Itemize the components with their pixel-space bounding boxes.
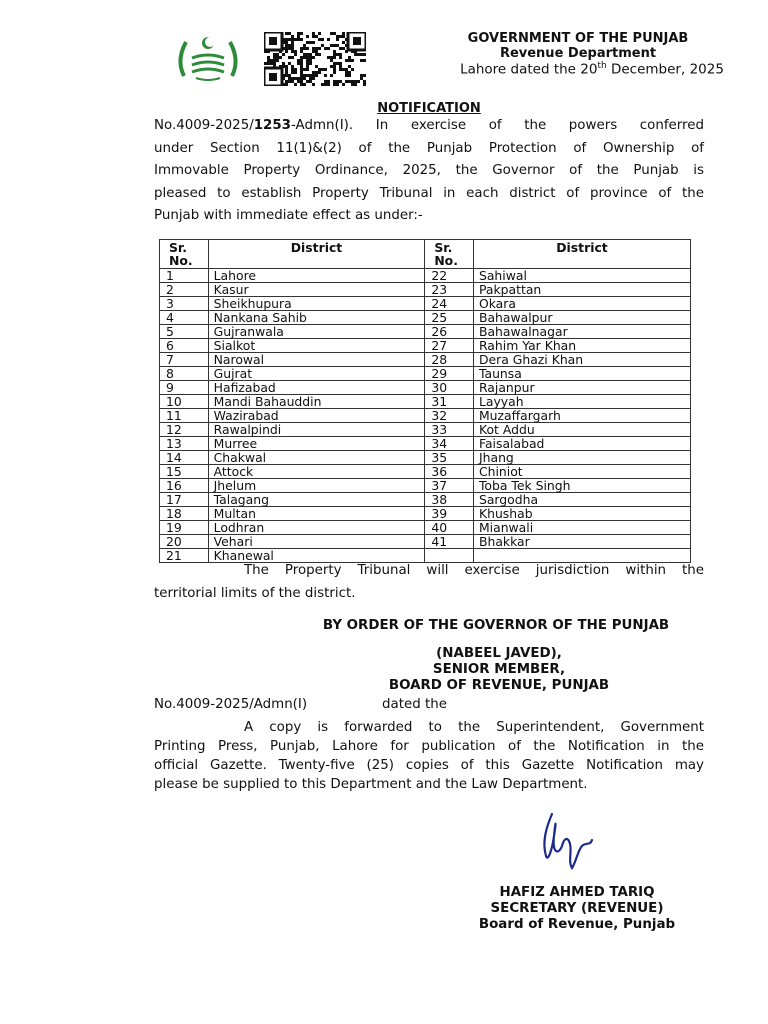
- forwarding-text: A copy is forwarded to the Superintendent, Government Printing Press, Punjab, Lahore for publication of the Notification in the official Gazette. Twenty-five (25) copies of this Gazette Notification may please be supplied to this Department and the Law Department.: [154, 720, 704, 792]
- table-row: [160, 507, 691, 521]
- sr-no-cell: 11: [160, 409, 209, 423]
- sr-no-cell: 6: [160, 339, 209, 353]
- district-header: District: [473, 240, 690, 269]
- sr-no-cell: 13: [160, 437, 209, 451]
- district-cell: Chiniot: [473, 465, 690, 479]
- districts-table: [159, 239, 691, 563]
- sr-no-cell: 30: [425, 381, 474, 395]
- district-cell: Rawalpindi: [208, 423, 425, 437]
- table-row: [160, 535, 691, 549]
- district-cell: Hafizabad: [208, 381, 425, 395]
- sr-no-cell: 26: [425, 325, 474, 339]
- table-row: [160, 311, 691, 325]
- sr-no-cell: 12: [160, 423, 209, 437]
- sr-no-cell: 19: [160, 521, 209, 535]
- district-cell: Bhakkar: [473, 535, 690, 549]
- table-row: [160, 465, 691, 479]
- district-cell: Mandi Bahauddin: [208, 395, 425, 409]
- table-row: [160, 437, 691, 451]
- district-cell: Gujranwala: [208, 325, 425, 339]
- sr-no-cell: 15: [160, 465, 209, 479]
- table-row: [160, 353, 691, 367]
- department-name: Revenue Department: [499, 46, 657, 61]
- by-order-line: BY ORDER OF THE GOVERNOR OF THE PUNJAB: [322, 618, 670, 633]
- district-cell: Chakwal: [208, 451, 425, 465]
- district-cell: Layyah: [473, 395, 690, 409]
- district-cell: Sahiwal: [473, 269, 690, 283]
- sr-no-cell: 17: [160, 493, 209, 507]
- table-row: [160, 395, 691, 409]
- table-row: [160, 283, 691, 297]
- district-cell: Nankana Sahib: [208, 311, 425, 325]
- table-row: [160, 493, 691, 507]
- district-cell: Taunsa: [473, 367, 690, 381]
- district-cell: Vehari: [208, 535, 425, 549]
- sr-no-cell: 16: [160, 479, 209, 493]
- sr-no-cell: 33: [425, 423, 474, 437]
- sr-no-cell: 10: [160, 395, 209, 409]
- district-cell: Rajanpur: [473, 381, 690, 395]
- sr-no-cell: 22: [425, 269, 474, 283]
- notification-body: No.4009-2025/1253-Admn(I). In exercise of the powers conferred under Section 11(1)&(2) of the Punjab Protection of Ownership of Immovable Property Ordinance, 2025, the Governor of the Punjab is pleased to establish Property Tribunal in each district of province of the Punjab with immediate effect as under:-: [154, 118, 704, 223]
- table-row: [160, 367, 691, 381]
- sr-no-cell: 28: [425, 353, 474, 367]
- sr-no-cell: 7: [160, 353, 209, 367]
- sr-no-cell: 24: [425, 297, 474, 311]
- table-row: [160, 409, 691, 423]
- forwarding-ref: No.4009-2025/Admn(I): [154, 697, 308, 712]
- district-cell: Kasur: [208, 283, 425, 297]
- sr-no-cell: 1: [160, 269, 209, 283]
- district-cell: Talagang: [208, 493, 425, 507]
- district-cell: Bahawalnagar: [473, 325, 690, 339]
- sr-no-cell: 34: [425, 437, 474, 451]
- sr-no-cell: 36: [425, 465, 474, 479]
- punjab-emblem-logo: [176, 32, 240, 82]
- district-cell: Lahore: [208, 269, 425, 283]
- sr-no-cell: 9: [160, 381, 209, 395]
- sr-no-cell: 21: [160, 549, 209, 563]
- sr-no-cell: 40: [425, 521, 474, 535]
- sr-no-cell: 39: [425, 507, 474, 521]
- handwritten-signature: [538, 806, 596, 872]
- sr-no-cell: 29: [425, 367, 474, 381]
- table-row: [160, 479, 691, 493]
- district-cell: Muzaffargarh: [473, 409, 690, 423]
- district-cell: Gujrat: [208, 367, 425, 381]
- sr-no-cell: 31: [425, 395, 474, 409]
- district-cell: Faisalabad: [473, 437, 690, 451]
- district-cell: Khanewal: [208, 549, 425, 563]
- table-row: [160, 423, 691, 437]
- sr-no-cell: 18: [160, 507, 209, 521]
- table-header-row: [160, 240, 691, 269]
- district-cell: Okara: [473, 297, 690, 311]
- sr-no-cell: 37: [425, 479, 474, 493]
- sr-no-cell: 8: [160, 367, 209, 381]
- jurisdiction-text: The Property Tribunal will exercise jurisdiction within the territorial limits of the district.: [154, 563, 704, 601]
- table-row: [160, 381, 691, 395]
- district-cell: Attock: [208, 465, 425, 479]
- sr-no-cell: 5: [160, 325, 209, 339]
- sr-no-cell: 41: [425, 535, 474, 549]
- sr-no-cell: 3: [160, 297, 209, 311]
- notification-heading: NOTIFICATION: [377, 101, 481, 116]
- place-date: Lahore dated the 20th December, 2025: [460, 61, 724, 78]
- district-cell: Kot Addu: [473, 423, 690, 437]
- district-cell: Jhang: [473, 451, 690, 465]
- sr-no-cell: 35: [425, 451, 474, 465]
- sr-no-cell: 27: [425, 339, 474, 353]
- sr-no-cell: 32: [425, 409, 474, 423]
- district-cell: Narowal: [208, 353, 425, 367]
- table-row: [160, 297, 691, 311]
- government-title: GOVERNMENT OF THE PUNJAB: [467, 31, 689, 46]
- district-cell: Murree: [208, 437, 425, 451]
- sr-no-cell: 4: [160, 311, 209, 325]
- sr-no-header: Sr. No.: [425, 240, 474, 269]
- sr-no-cell: 25: [425, 311, 474, 325]
- district-cell: Sargodha: [473, 493, 690, 507]
- forwarding-dated: dated the: [382, 697, 447, 712]
- district-cell: Lodhran: [208, 521, 425, 535]
- district-cell: Mianwali: [473, 521, 690, 535]
- sr-no-header: Sr. No.: [160, 240, 209, 269]
- table-row: [160, 269, 691, 283]
- table-row: [160, 339, 691, 353]
- table-row: [160, 325, 691, 339]
- table-row: [160, 451, 691, 465]
- sr-no-cell: 2: [160, 283, 209, 297]
- sr-no-cell: 38: [425, 493, 474, 507]
- district-cell: Wazirabad: [208, 409, 425, 423]
- district-cell: Bahawalpur: [473, 311, 690, 325]
- secretary-block: HAFIZ AHMED TARIQ SECRETARY (REVENUE) Board of Revenue, Punjab: [478, 885, 676, 932]
- district-cell: Pakpattan: [473, 283, 690, 297]
- district-cell: Jhelum: [208, 479, 425, 493]
- senior-member-block: (NABEEL JAVED), SENIOR MEMBER, BOARD OF REVENUE, PUNJAB: [388, 646, 610, 693]
- district-cell: Sialkot: [208, 339, 425, 353]
- district-cell: Multan: [208, 507, 425, 521]
- district-cell: Dera Ghazi Khan: [473, 353, 690, 367]
- district-cell: Toba Tek Singh: [473, 479, 690, 493]
- sr-no-cell: 23: [425, 283, 474, 297]
- sr-no-cell: 14: [160, 451, 209, 465]
- district-cell: Khushab: [473, 507, 690, 521]
- qr-code-icon: [264, 32, 366, 86]
- district-header: District: [208, 240, 425, 269]
- district-cell: Rahim Yar Khan: [473, 339, 690, 353]
- district-cell: Sheikhupura: [208, 297, 425, 311]
- sr-no-cell: 20: [160, 535, 209, 549]
- table-row: [160, 521, 691, 535]
